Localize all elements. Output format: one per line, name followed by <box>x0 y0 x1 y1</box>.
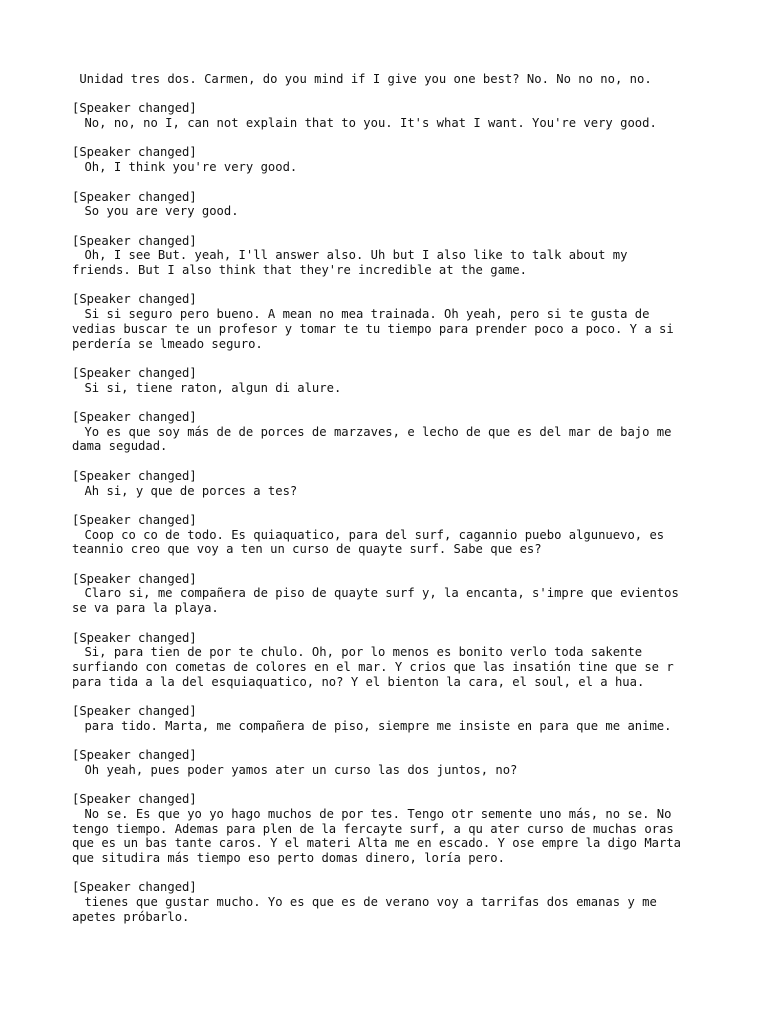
speaker-changed-marker: [Speaker changed] <box>72 101 197 116</box>
speaker-turn <box>72 572 712 616</box>
transcript-page <box>72 72 712 939</box>
speaker-changed-marker: [Speaker changed] <box>72 512 197 527</box>
utterance-text: Si, para tien de por te chulo. Oh, por lo menos es bonito verlo toda sakente surfiando con cometas de colores en el mar. Y crios que las insatión tine que se r para tida a la del esquiaquatico, no? Y el bienton la cara, el soul, el a hua. <box>72 645 674 689</box>
speaker-changed-marker: [Speaker changed] <box>72 704 197 719</box>
speaker-changed-marker: [Speaker changed] <box>72 880 197 895</box>
speaker-changed-marker: [Speaker changed] <box>72 145 197 160</box>
speaker-turn <box>72 234 712 278</box>
utterance-text: Yo es que soy más de de porces de marzaves, e lecho de que es del mar de bajo me dama segudad. <box>72 424 672 454</box>
speaker-turn <box>72 748 712 777</box>
speaker-changed-marker: [Speaker changed] <box>72 468 197 483</box>
speaker-changed-marker: [Speaker changed] <box>72 748 197 763</box>
speaker-turn <box>72 469 712 498</box>
utterance-text: para tido. Marta, me compañera de piso, siempre me insiste en para que me anime. <box>84 718 672 733</box>
utterance-text: tienes que gustar mucho. Yo es que es de verano voy a tarrifas dos emanas y me apetes próbarlo. <box>72 895 657 924</box>
speaker-turn <box>72 880 712 924</box>
speaker-turn <box>72 101 712 130</box>
speaker-turn <box>72 792 712 866</box>
speaker-changed-marker: [Speaker changed] <box>72 365 197 380</box>
utterance-text: Oh, I see But. yeah, I'll answer also. Uh but I also like to talk about my friends. But I also think that they're incredible at the game. <box>72 248 628 278</box>
utterance-text: Si si seguro pero bueno. A mean no mea trainada. Oh yeah, pero si te gusta de vedias buscar te un profesor y tomar te tu tiempo para prender poco a poco. Y a si perdería se lmeado seguro. <box>72 307 674 351</box>
speaker-turn <box>72 410 712 454</box>
speaker-changed-marker: [Speaker changed] <box>72 410 197 425</box>
speaker-turn <box>72 190 712 219</box>
utterance-text: Oh yeah, pues poder yamos ater un curso las dos juntos, no? <box>84 762 518 777</box>
utterance-text: No, no, no I, can not explain that to you. It's what I want. You're very good. <box>84 116 657 131</box>
speaker-changed-marker: [Speaker changed] <box>72 189 197 204</box>
speaker-turn <box>72 292 712 351</box>
utterance-text: Si si, tiene raton, algun di alure. <box>84 380 342 395</box>
speaker-changed-marker: [Speaker changed] <box>72 630 197 645</box>
speaker-changed-marker: [Speaker changed] <box>72 792 197 807</box>
speaker-turn <box>72 366 712 395</box>
speaker-turn <box>72 513 712 557</box>
utterance-text: Ah si, y que de porces a tes? <box>84 483 298 498</box>
utterance-text: Oh, I think you're very good. <box>84 160 298 175</box>
intro-line: Unidad tres dos. Carmen, do you mind if I give you one best? No. No no no, no. <box>72 72 652 86</box>
speaker-changed-marker: [Speaker changed] <box>72 571 197 586</box>
speaker-turn <box>72 704 712 733</box>
utterance-text: Claro si, me compañera de piso de quayte surf y, la encanta, s'impre que evientos se va para la playa. <box>72 586 679 616</box>
speaker-turns-list <box>72 101 712 924</box>
utterance-text: Coop co co de todo. Es quiaquatico, para del surf, cagannio puebo algunuevo, es teannio creo que voy a ten un curso de quayte surf. Sabe que es? <box>72 527 665 557</box>
speaker-turn <box>72 631 712 690</box>
speaker-changed-marker: [Speaker changed] <box>72 233 197 248</box>
utterance-text: No se. Es que yo yo hago muchos de por tes. Tengo otr semente uno más, no se. No tengo tiempo. Ademas para plen de la fercayte surf, a qu ater curso de muchas oras que es un bas tante caros. Y el materi Alta me en escado. Y ose empre la digo Marta que situdira más tiempo eso perto domas dinero, loría pero. <box>72 806 682 866</box>
utterance-text: So you are very good. <box>84 204 239 219</box>
speaker-turn <box>72 145 712 174</box>
speaker-changed-marker: [Speaker changed] <box>72 292 197 307</box>
